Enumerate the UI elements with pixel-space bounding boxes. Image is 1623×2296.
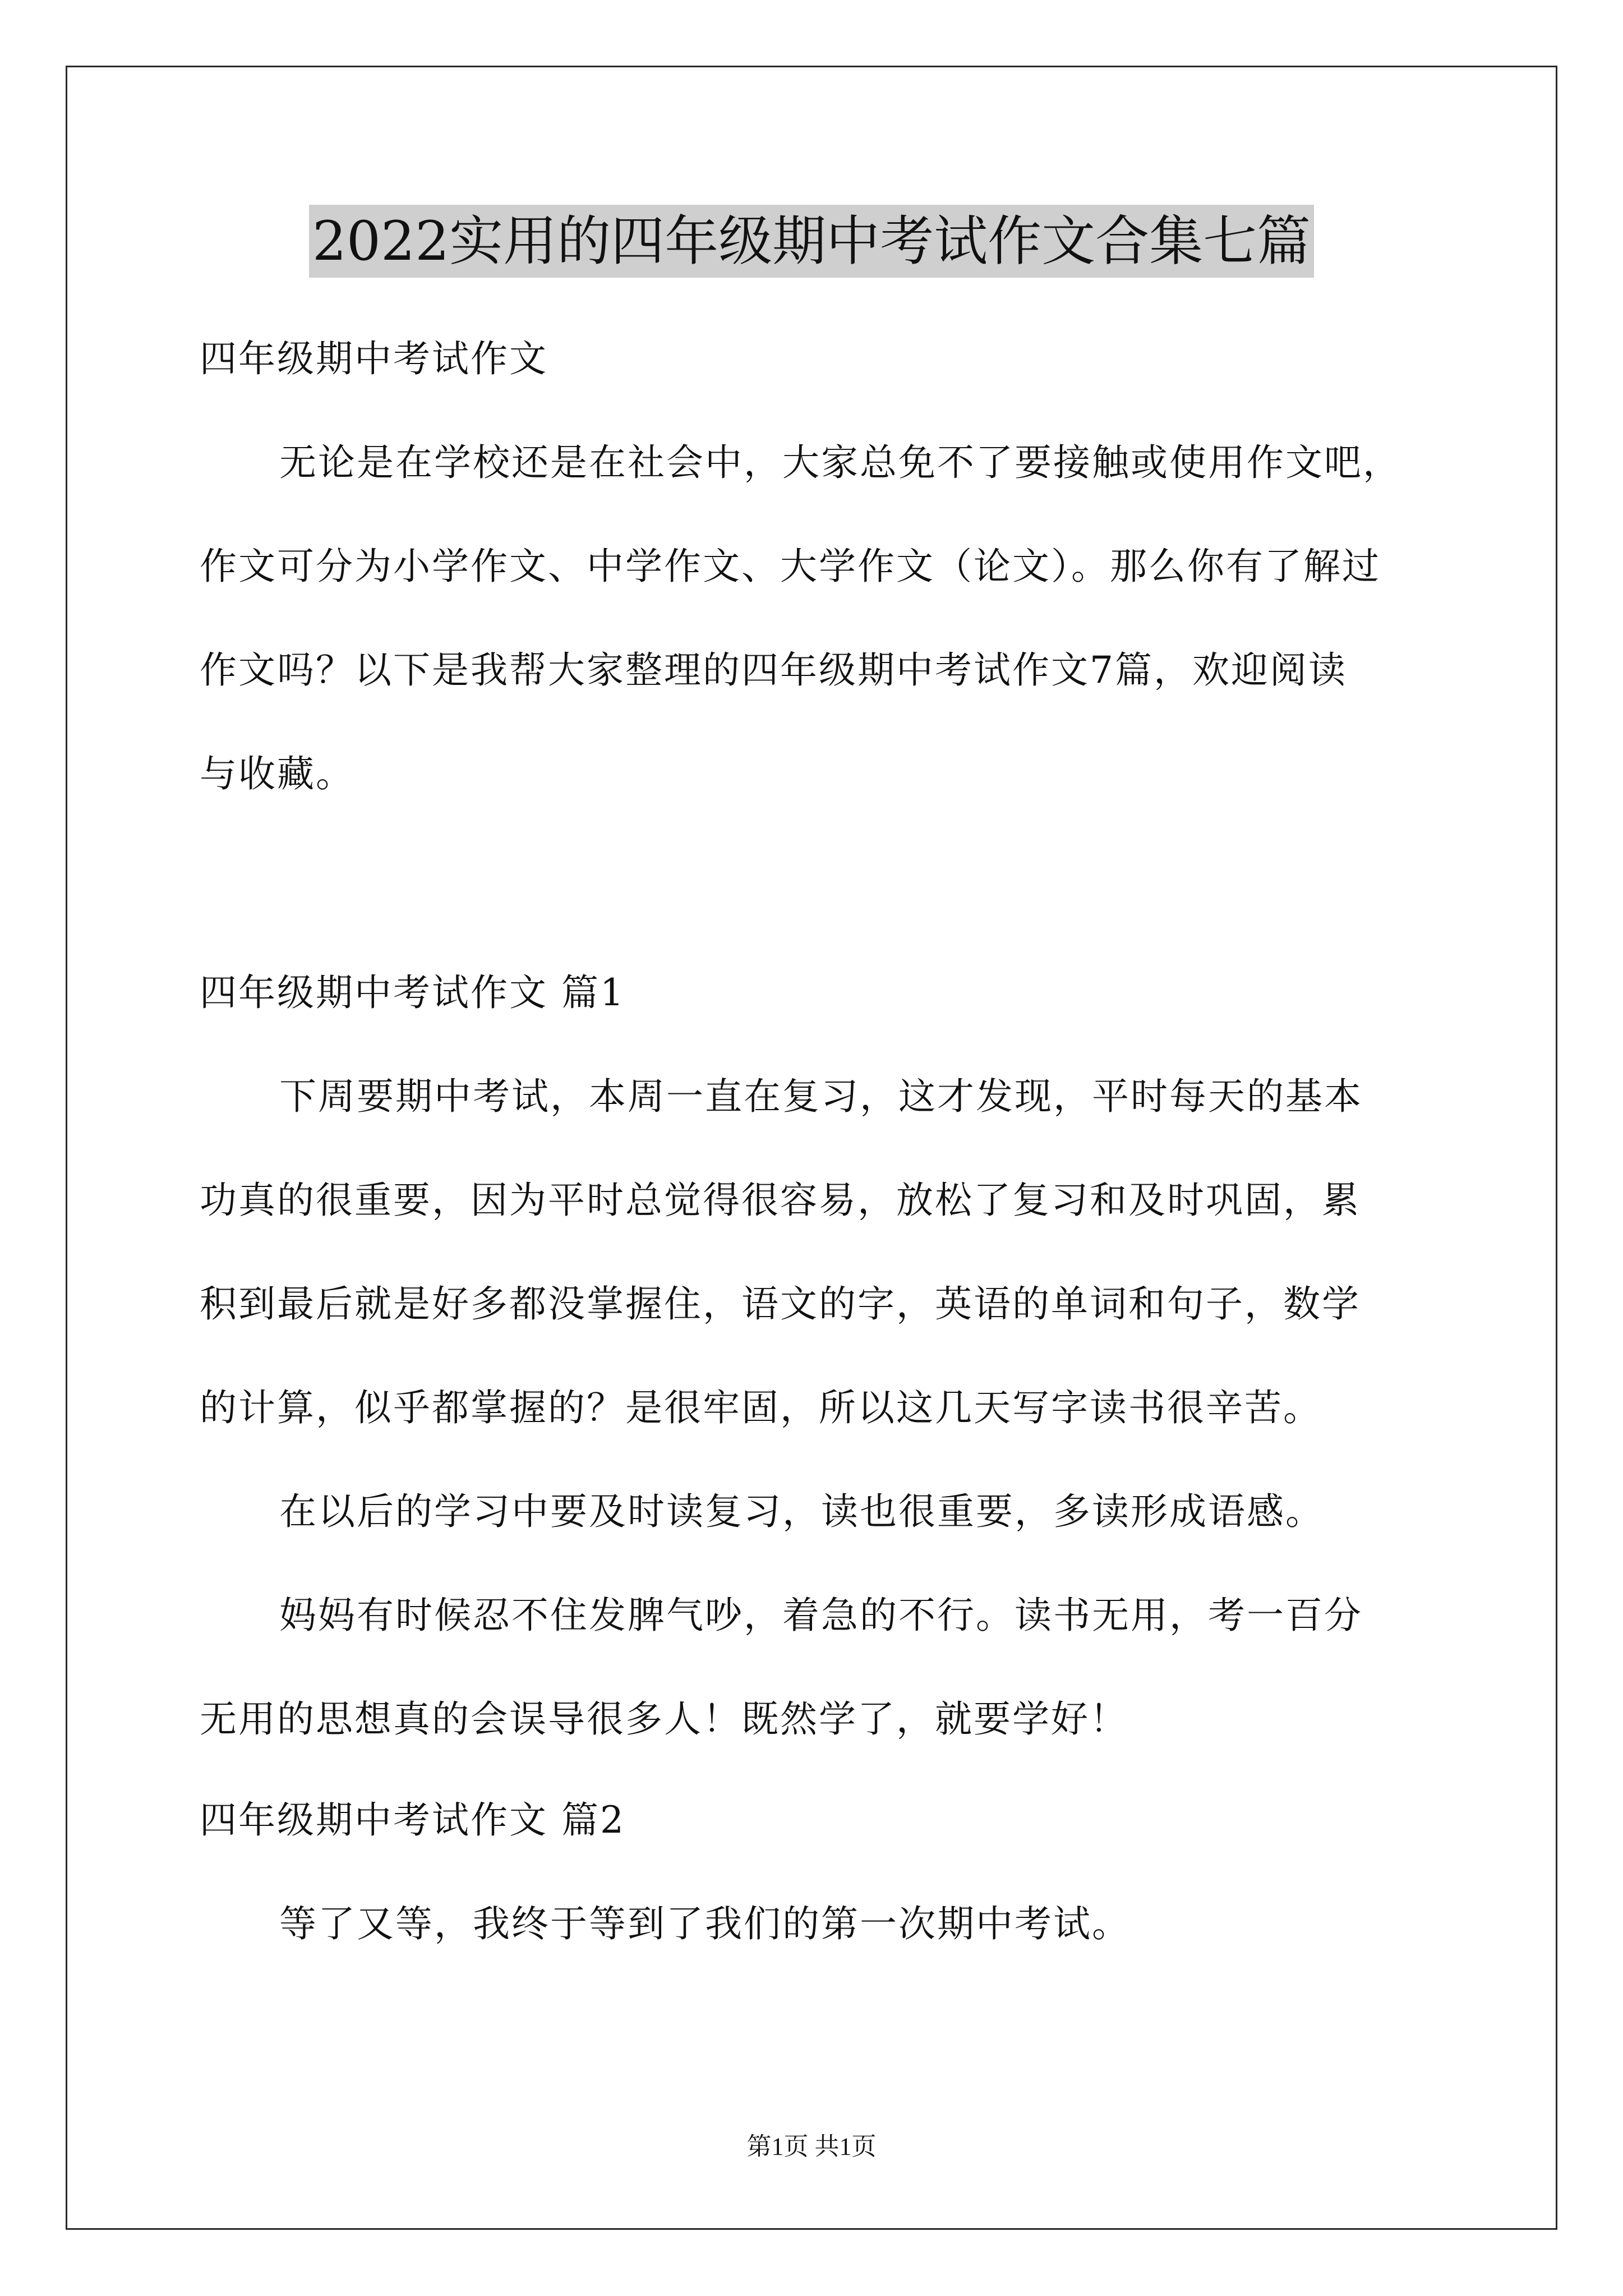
paragraph-line: 下周要期中考试，本周一直在复习，这才发现，平时每天的基本 [279, 1075, 1363, 1118]
paragraph-line: 无用的思想真的会误导很多人！既然学了，就要学好！ [200, 1697, 1128, 1741]
paragraph-line: 与收藏。 [200, 752, 354, 795]
page-footer [0, 2126, 1623, 2162]
section-heading: 四年级期中考试作文 [200, 337, 548, 380]
paragraph-line: 作文可分为小学作文、中学作文、大学作文（论文）。那么你有了解过 [200, 545, 1381, 588]
paragraph-line: 积到最后就是好多都没掌握住，语文的字，英语的单词和句子，数学 [200, 1282, 1361, 1326]
paragraph-line: 在以后的学习中要及时读复习，读也很重要，多读形成语感。 [279, 1490, 1324, 1533]
paragraph-line: 作文吗？以下是我帮大家整理的四年级期中考试作文7篇，欢迎阅读 [200, 648, 1347, 692]
paragraph-line: 妈妈有时候忍不住发脾气吵，着急的不行。读书无用，考一百分 [279, 1594, 1363, 1637]
section-heading: 四年级期中考试作文 篇2 [200, 1798, 625, 1842]
page-number: 第1页 共1页 [746, 2133, 877, 2160]
paragraph-line: 的计算，似乎都掌握的？是很牢固，所以这几天写字读书很辛苦。 [200, 1386, 1322, 1429]
paragraph-line: 功真的很重要，因为平时总觉得很容易，放松了复习和及时巩固，累 [200, 1179, 1361, 1222]
paragraph-line: 等了又等，我终于等到了我们的第一次期中考试。 [279, 1902, 1131, 1945]
section-heading: 四年级期中考试作文 篇1 [200, 971, 625, 1014]
document-title: 2022实用的四年级期中考试作文合集七篇 [309, 205, 1314, 278]
title-container [0, 205, 1623, 278]
paragraph-line: 无论是在学校还是在社会中，大家总免不了要接触或使用作文吧， [279, 441, 1401, 484]
